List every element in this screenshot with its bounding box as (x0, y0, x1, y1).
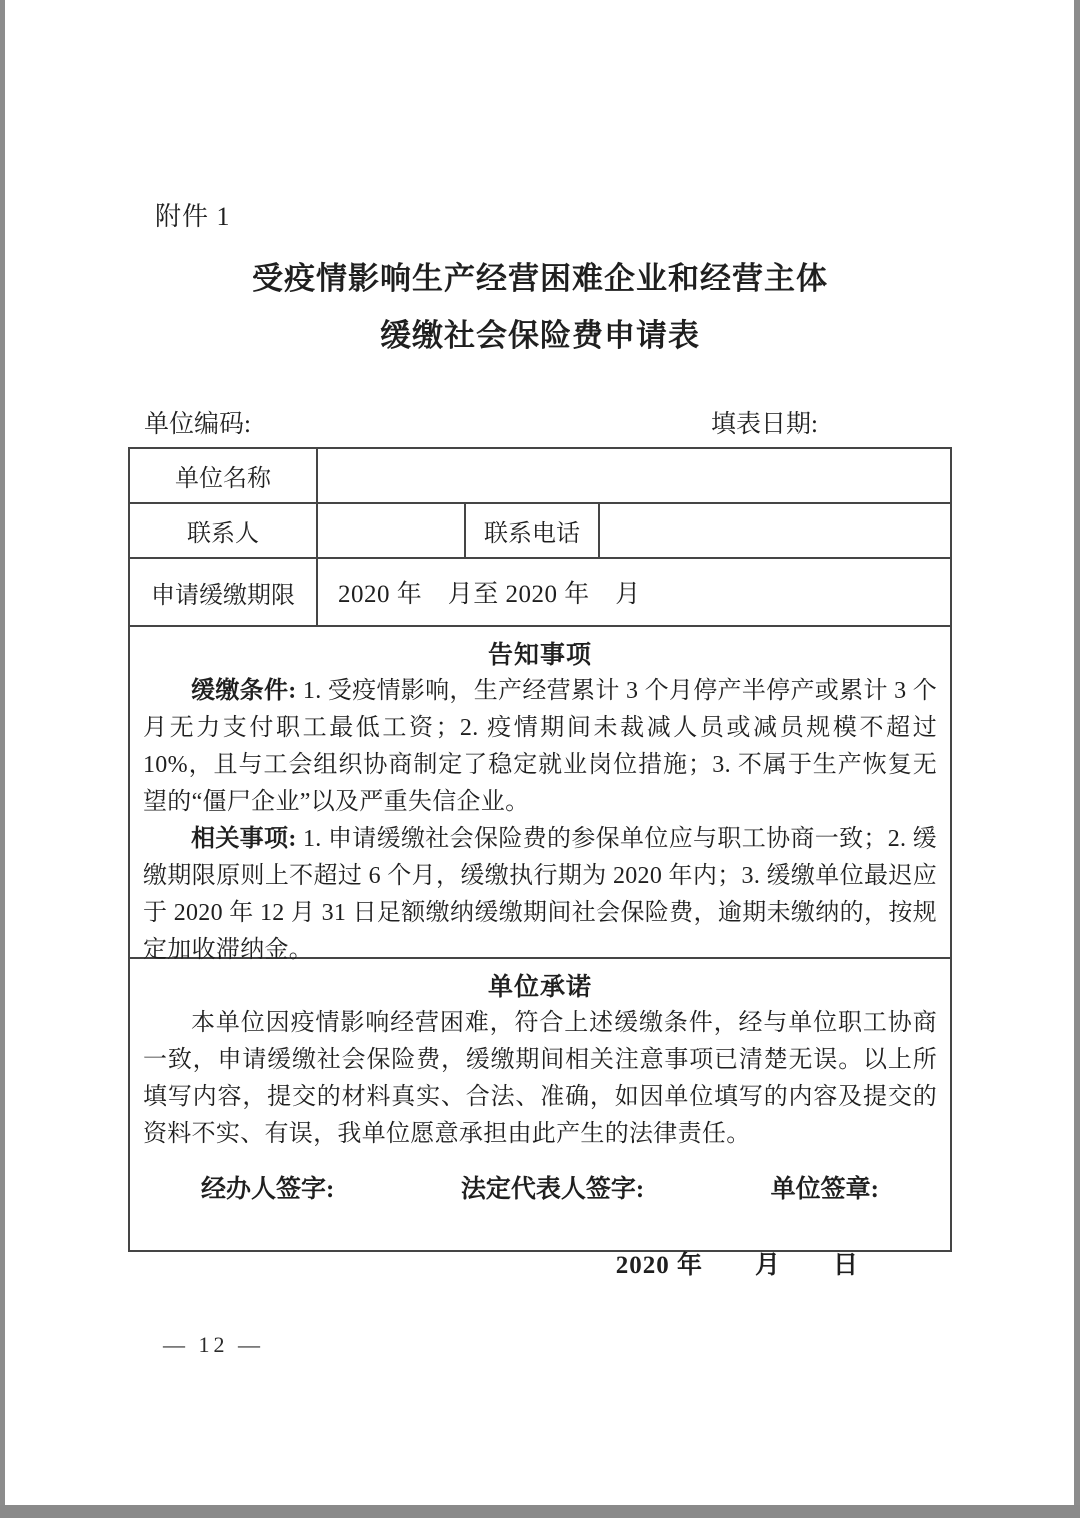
document-title-line2: 缓缴社会保险费申请表 (380, 318, 700, 353)
commitment-section (130, 957, 950, 1279)
application-form-table (128, 447, 952, 1279)
unit-name-value-cell (318, 449, 950, 502)
notice-heading: 告知事项 (487, 642, 592, 669)
scan-edge-right (1074, 0, 1080, 1518)
scan-edge-bottom (0, 1505, 1080, 1518)
handler-signature-label: 经办人签字: (201, 1176, 335, 1203)
contact-phone-value-cell (600, 504, 950, 557)
fill-date-label: 填表日期: (711, 411, 818, 438)
signature-date-line: 2020 年 月 日 (615, 1252, 859, 1279)
document-title-line1: 受疫情影响生产经营困难企业和经营主体 (252, 261, 828, 296)
related-matters-label: 相关事项: (191, 826, 297, 852)
document-title (128, 250, 952, 364)
attachment-label: 附件 1 (155, 202, 231, 231)
contact-phone-label-cell: 联系电话 (466, 504, 600, 557)
page-number: — 12 — (163, 1332, 264, 1357)
contact-label-cell: 联系人 (130, 504, 318, 557)
contact-row (130, 502, 950, 557)
unit-code-label: 单位编码: (144, 411, 251, 438)
unit-seal-label: 单位签章: (770, 1176, 879, 1203)
deferral-period-value-cell: 2020 年 月至 2020 年 月 (338, 581, 641, 608)
unit-name-label-cell: 单位名称 (130, 449, 318, 502)
related-matters-text: 1. 申请缓缴社会保险费的参保单位应与职工协商一致；2. 缓缴期限原则上不超过 6 个月，缓缴执行期为 2020 年内；3. 缓缴单位最迟应于 2020 年 12 月 31 日足额缴纳缓缴期间社会保险费，逾期未缴纳的，按规定加收滞纳金。 (143, 826, 937, 963)
deferral-conditions-label: 缓缴条件: (191, 678, 297, 704)
deferral-period-row (130, 557, 950, 625)
scan-edge-left (0, 0, 5, 1518)
related-matters-paragraph (143, 821, 937, 969)
meta-row (128, 404, 952, 438)
signature-row (143, 1169, 937, 1205)
commitment-heading: 单位承诺 (487, 974, 592, 1001)
commitment-paragraph: 本单位因疫情影响经营困难，符合上述缓缴条件，经与单位职工协商一致，申请缓缴社会保险费，缓缴期间相关注意事项已清楚无误。以上所填写内容，提交的材料真实、合法、准确，如因单位填写的内容及提交的资料不实、有误，我单位愿意承担由此产生的法律责任。 (143, 1010, 937, 1147)
unit-name-row (130, 449, 950, 502)
deferral-conditions-text: 1. 受疫情影响，生产经营累计 3 个月停产半停产或累计 3 个月无力支付职工最低工资；2. 疫情期间未裁减人员或减员规模不超过 10%，且与工会组织协商制定了稳定就业岗位措施；3. 不属于生产恢复无望的“僵尸企业”以及严重失信企业。 (143, 678, 937, 815)
notice-section (130, 625, 950, 963)
deferral-period-label-cell: 申请缓缴期限 (130, 559, 318, 625)
deferral-conditions-paragraph (143, 673, 937, 821)
contact-value-cell (318, 504, 466, 557)
legal-representative-signature-label: 法定代表人签字: (460, 1176, 645, 1203)
